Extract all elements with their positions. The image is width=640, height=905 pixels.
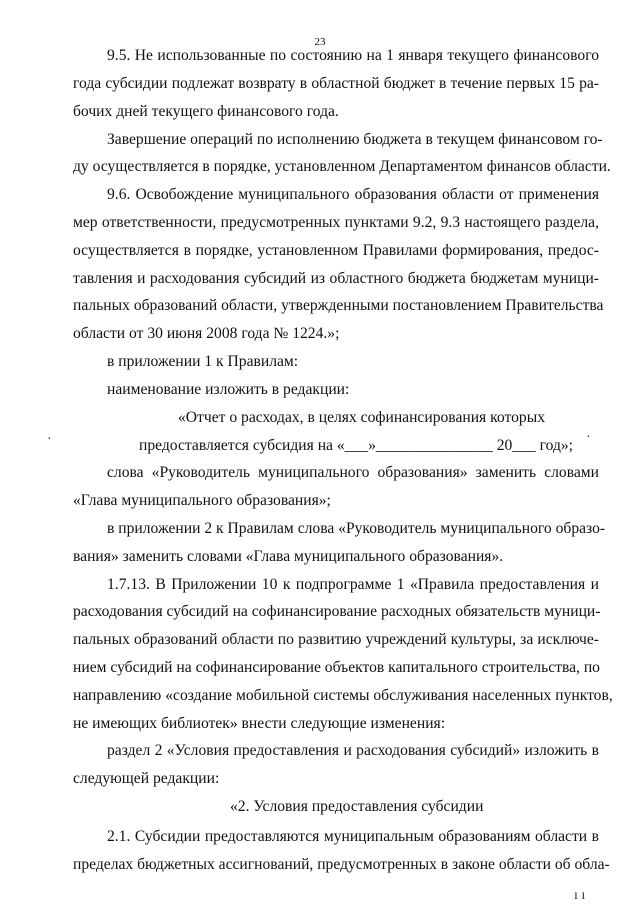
text-line: раздел 2 «Условия предоставления и расходования субсидий» изложить в [107,742,599,759]
text-line: 1.7.13. В Приложении 10 к подпрограмме 1 «Правила предоставления и [107,576,599,593]
scan-speck: · [586,430,591,445]
text-line: ду осуществляется в порядке, установленном Департаментом финансов области. [73,158,611,175]
text-line: Завершение операций по исполнению бюджета в текущем финансовом го- [107,131,603,148]
text-line: «Отчет о расходах, в целях софинансирования которых [178,409,545,426]
text-line: наименование изложить в редакции: [107,381,350,398]
text-line: направлению «создание мобильной системы обслуживания населенных пунктов, [73,687,613,704]
text-line: 2.1. Субсидии предоставляются муниципальным образованиям области в [107,828,599,845]
text-line: области от 30 июня 2008 года № 1224.»; [73,325,340,342]
text-line: бочих дней текущего финансового года. [73,103,339,120]
text-line: слова «Руководитель муниципального образования» заменить словами [107,464,599,481]
text-line: «Глава муниципального образования»; [73,492,331,509]
text-line: следующей редакции: [73,770,220,787]
text-line: «2. Условия предоставления субсидии [230,798,484,815]
text-line: расходования субсидий на софинансирование расходных обязательств муници- [73,603,601,620]
text-line: пределах бюджетных ассигнований, предусмотренных в законе области об обла- [73,856,610,873]
text-line: не имеющих библиотек» внести следующие изменения: [73,715,446,732]
text-line: в приложении 2 к Правилам слова «Руководитель муниципального образо- [107,520,606,537]
text-line: в приложении 1 к Правилам: [107,353,299,370]
text-line: мер ответственности, предусмотренных пунктами 9.2, 9.3 настоящего раздела, [73,214,599,231]
text-line: предоставляется субсидия на «___»_______________ 20___ год»; [139,437,574,454]
text-line: пальных образований области по развитию учреждений культуры, за исключе- [73,631,599,648]
text-line: 9.5. Не использованные по состоянию на 1 января текущего финансового [107,47,599,64]
text-line: пальных образований области, утвержденными постановлением Правительства [73,297,604,314]
text-line: 9.6. Освобождение муниципального образования области от применения [107,186,599,203]
text-line: вания» заменить словами «Глава муниципального образования». [73,548,504,565]
text-line: осуществляется в порядке, установленном Правилами формирования, предос- [73,242,599,259]
text-line: года субсидии подлежат возврату в областной бюджет в течение первых 15 ра- [73,75,599,92]
page-number: 23 [314,36,326,48]
text-line: нием субсидий на софинансирование объектов капитального строительства, по [73,659,600,676]
scan-speck: ı ı [574,888,586,903]
text-line: тавления и расходования субсидий из областного бюджета бюджетам муници- [73,270,599,287]
scan-speck: · [47,432,52,447]
